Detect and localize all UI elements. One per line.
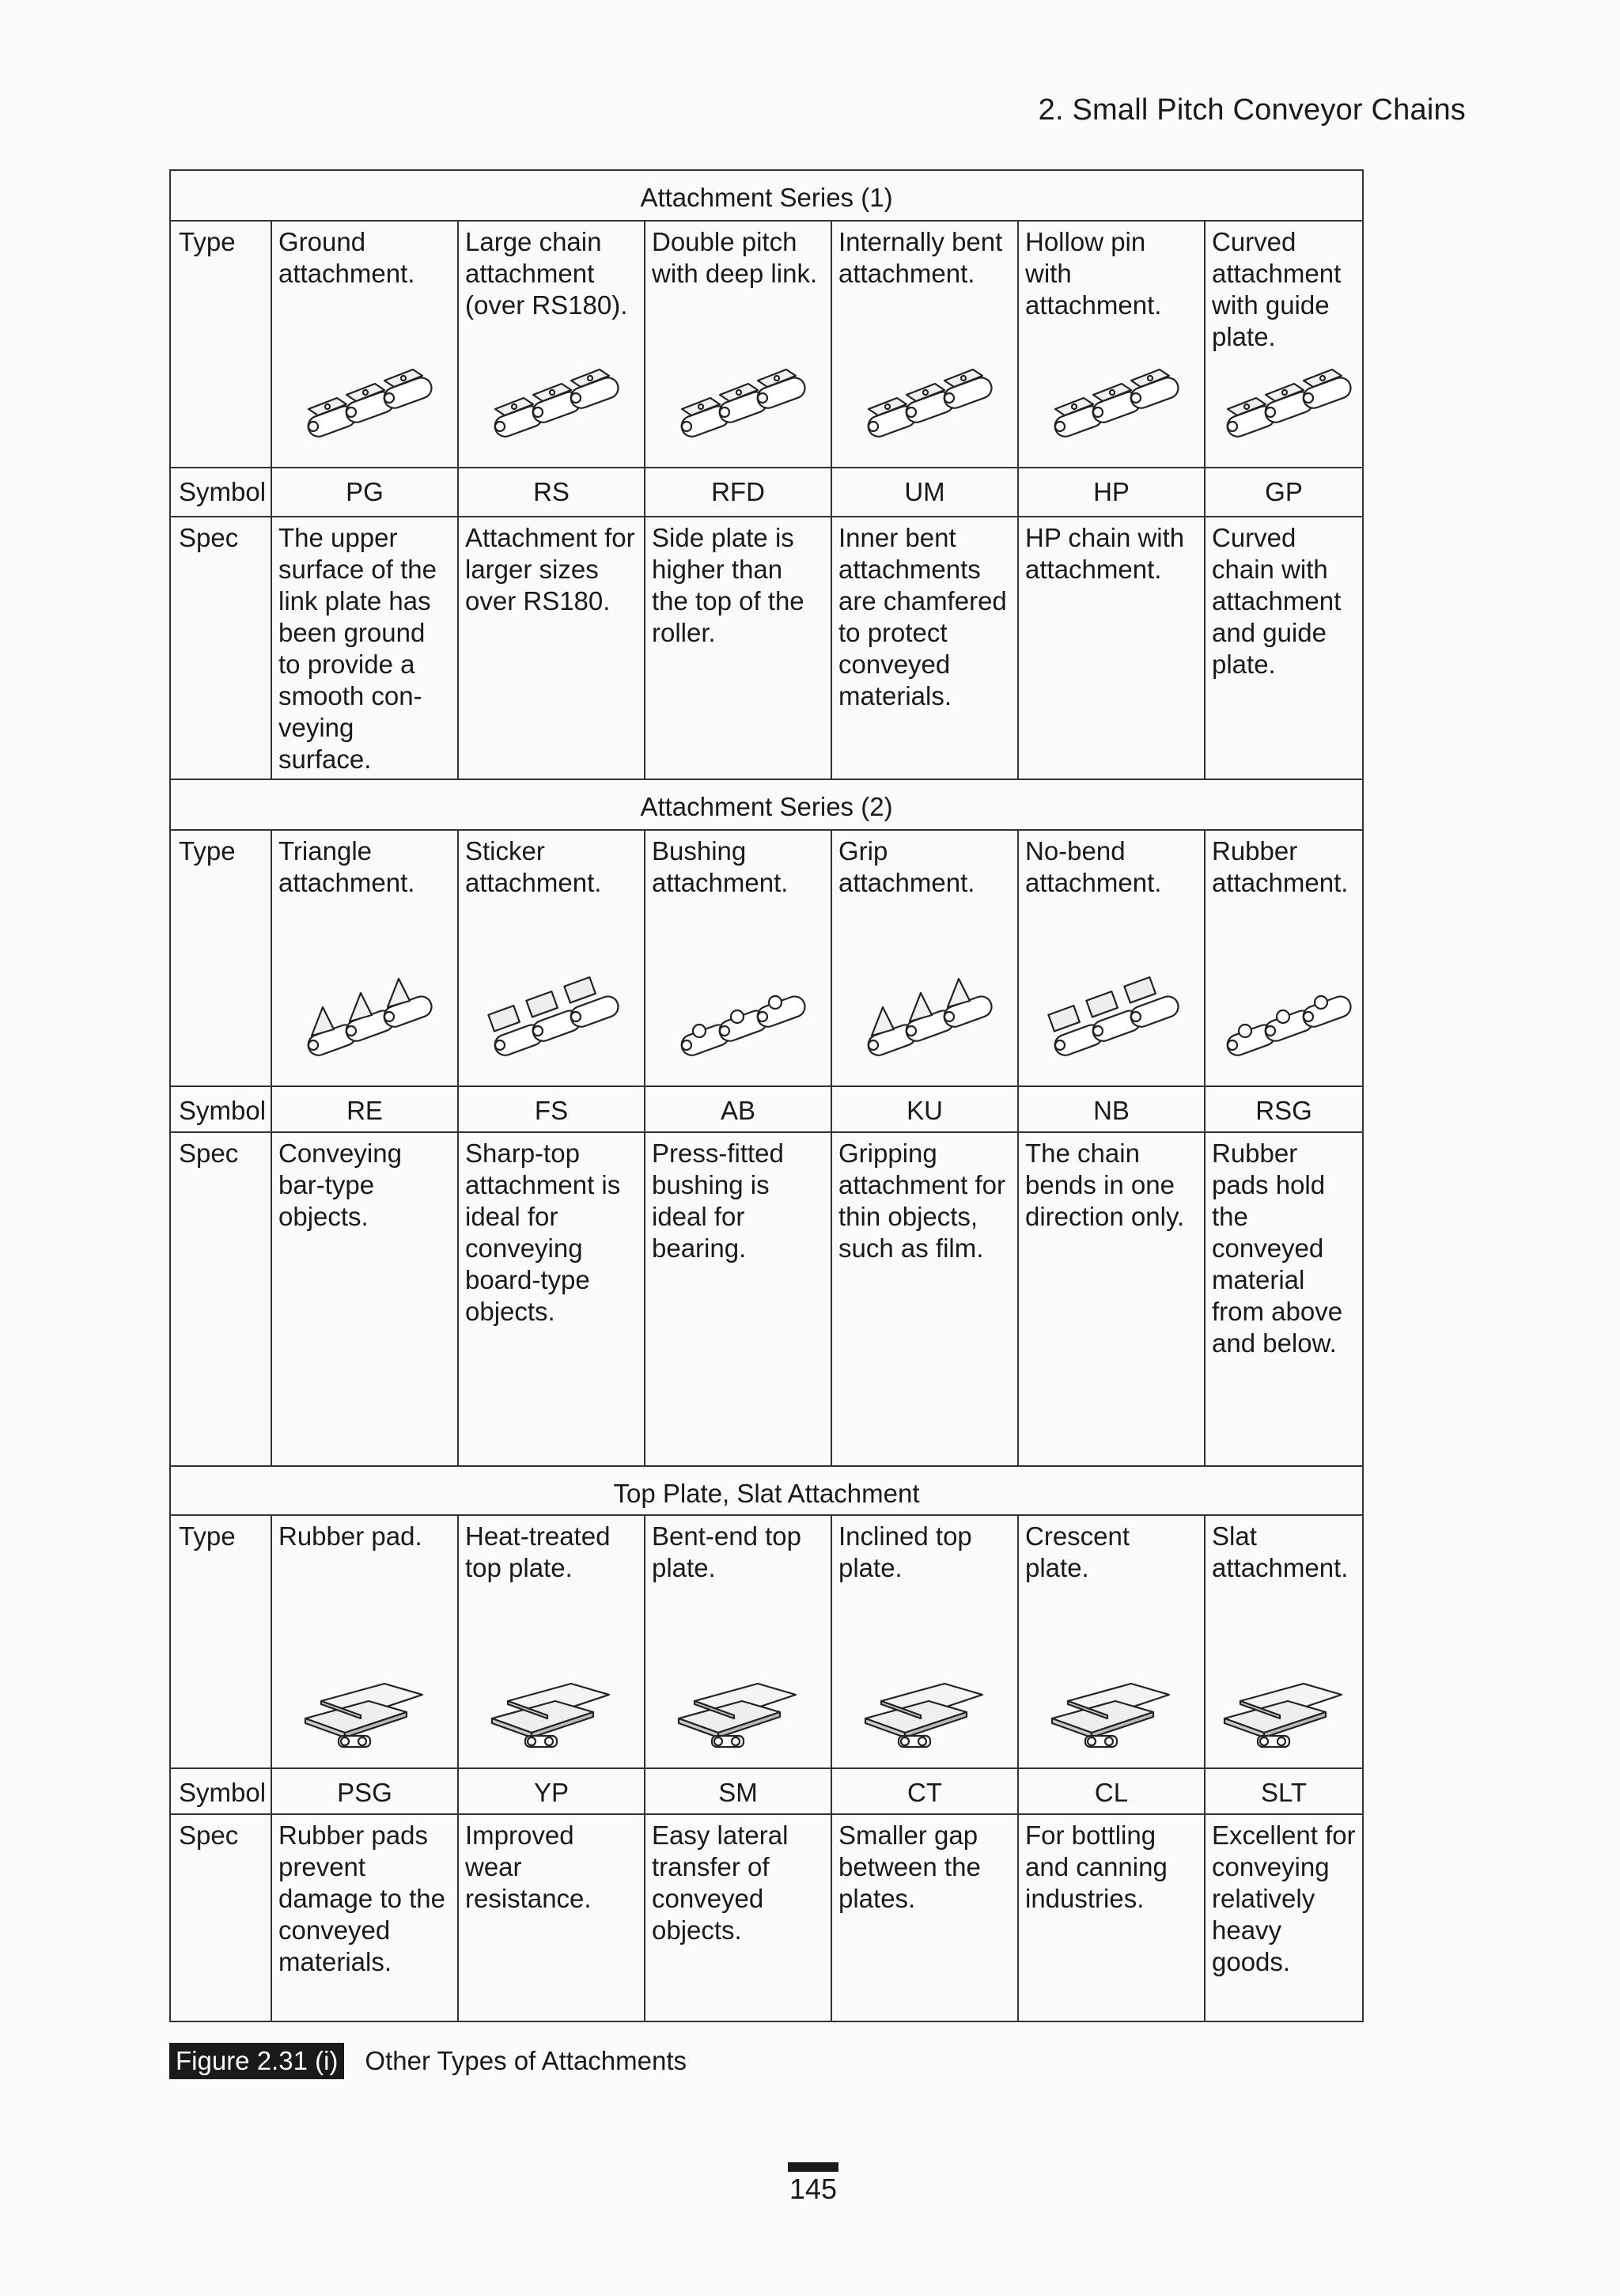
type-cell xyxy=(1018,1515,1205,1768)
chain-crescent-plate-icon xyxy=(1036,1646,1187,1756)
type-text: Grip attachment. xyxy=(838,836,975,897)
figure-caption-text: Other Types of Attachments xyxy=(365,2046,687,2075)
figure-number-badge: Figure 2.31 (i) xyxy=(169,2043,344,2079)
chain-no-bend-attachment-icon xyxy=(1036,964,1187,1074)
running-header: 2. Small Pitch Conveyor Chains xyxy=(1038,93,1466,127)
symbol-cell: PSG xyxy=(271,1768,458,1814)
type-text: Crescent plate. xyxy=(1025,1521,1130,1582)
spec-label: Spec xyxy=(170,1132,271,1466)
type-text: Triangle attachment. xyxy=(278,836,415,897)
symbol-cell: RFD xyxy=(645,468,831,517)
type-cell xyxy=(458,830,645,1086)
type-text: Heat-treated top plate. xyxy=(465,1521,611,1582)
type-cell xyxy=(1018,830,1205,1086)
type-text: Sticker attachment. xyxy=(465,836,602,897)
type-cell xyxy=(1205,830,1363,1086)
symbol-cell: SLT xyxy=(1205,1768,1363,1814)
symbol-cell: YP xyxy=(458,1768,645,1814)
symbol-cell: PG xyxy=(271,468,458,517)
type-text: Slat attachment. xyxy=(1212,1521,1349,1582)
chain-curved-guide-plate-icon xyxy=(1209,345,1359,456)
chain-triangle-attachment-icon xyxy=(290,964,440,1074)
chain-rubber-pad-icon xyxy=(290,1646,440,1756)
symbol-cell: KU xyxy=(831,1086,1018,1132)
symbol-label: Symbol xyxy=(170,1768,271,1814)
symbol-cell: CT xyxy=(831,1768,1018,1814)
symbol-cell: CL xyxy=(1018,1768,1205,1814)
spec-label: Spec xyxy=(170,1814,271,2021)
symbol-cell: RSG xyxy=(1205,1086,1363,1132)
spec-cell: Improved wear resistance. xyxy=(458,1814,645,2021)
type-text: Bushing attachment. xyxy=(652,836,789,897)
symbol-cell: SM xyxy=(645,1768,831,1814)
type-cell xyxy=(645,221,831,468)
type-cell xyxy=(1018,221,1205,468)
spec-cell: Press-fitted bushing is ideal for bearing. xyxy=(645,1132,831,1466)
type-label: Type xyxy=(170,221,271,468)
spec-label: Spec xyxy=(170,517,271,779)
figure-caption xyxy=(169,2043,687,2079)
type-text: Internally bent attachment. xyxy=(838,227,1003,288)
type-text: Rubber pad. xyxy=(278,1521,422,1551)
spec-cell: Rubber pads prevent damage to the conveyed materials. xyxy=(271,1814,458,2021)
type-text: Curved attachment with guide plate. xyxy=(1212,227,1342,351)
type-cell xyxy=(831,830,1018,1086)
spec-cell: The upper surface of the link plate has been ground to provide a smooth con-veying surface. xyxy=(271,517,458,779)
symbol-cell: AB xyxy=(645,1086,831,1132)
symbol-cell: NB xyxy=(1018,1086,1205,1132)
type-cell xyxy=(831,221,1018,468)
type-cell xyxy=(271,1515,458,1768)
section-title: Attachment Series (2) xyxy=(170,779,1363,830)
type-cell xyxy=(271,221,458,468)
spec-cell: For bottling and canning industries. xyxy=(1018,1814,1205,2021)
type-cell xyxy=(1205,1515,1363,1768)
spec-cell: The chain bends in one direction only. xyxy=(1018,1132,1205,1466)
chain-large-attachment-icon xyxy=(476,345,626,456)
section-title: Top Plate, Slat Attachment xyxy=(170,1466,1363,1515)
page-number: 145 xyxy=(789,2173,838,2205)
chain-bent-end-top-plate-icon xyxy=(663,1646,813,1756)
chain-grip-attachment-icon xyxy=(850,964,1000,1074)
spec-cell: Side plate is higher than the top of the roller. xyxy=(645,517,831,779)
spec-cell: Easy lateral transfer of conveyed objects. xyxy=(645,1814,831,2021)
chain-rubber-attachment-icon xyxy=(1209,964,1359,1074)
type-cell xyxy=(831,1515,1018,1768)
spec-cell: Sharp-top attachment is ideal for conveying board-type objects. xyxy=(458,1132,645,1466)
type-cell xyxy=(1205,221,1363,468)
chain-inclined-top-plate-icon xyxy=(850,1646,1000,1756)
symbol-cell: GP xyxy=(1205,468,1363,517)
type-label: Type xyxy=(170,1515,271,1768)
symbol-cell: UM xyxy=(831,468,1018,517)
symbol-cell: FS xyxy=(458,1086,645,1132)
chain-sticker-attachment-icon xyxy=(476,964,626,1074)
type-label: Type xyxy=(170,830,271,1086)
chain-internally-bent-icon xyxy=(850,345,1000,456)
chain-slat-attachment-icon xyxy=(1209,1646,1359,1756)
symbol-label: Symbol xyxy=(170,1086,271,1132)
spec-cell: Rubber pads hold the conveyed material from above and below. xyxy=(1205,1132,1363,1466)
type-text: Ground attachment. xyxy=(278,227,415,288)
type-cell xyxy=(458,221,645,468)
symbol-cell: RE xyxy=(271,1086,458,1132)
type-cell xyxy=(645,830,831,1086)
type-cell xyxy=(271,830,458,1086)
spec-cell: HP chain with attachment. xyxy=(1018,517,1205,779)
chain-bushing-attachment-icon xyxy=(663,964,813,1074)
symbol-cell: RS xyxy=(458,468,645,517)
chain-ground-attachment-icon xyxy=(290,345,440,456)
type-text: Bent-end top plate. xyxy=(652,1521,801,1582)
type-text: Rubber attachment. xyxy=(1212,836,1349,897)
type-text: Double pitch with deep link. xyxy=(652,227,818,288)
spec-cell: Smaller gap between the plates. xyxy=(831,1814,1018,2021)
symbol-cell: HP xyxy=(1018,468,1205,517)
attachment-table xyxy=(169,169,1364,2022)
symbol-label: Symbol xyxy=(170,468,271,517)
chain-double-pitch-deep-link-icon xyxy=(663,345,813,456)
spec-cell: Curved chain with attachment and guide plate. xyxy=(1205,517,1363,779)
type-text: Inclined top plate. xyxy=(838,1521,972,1582)
spec-cell: Excellent for conveying relatively heavy goods. xyxy=(1205,1814,1363,2021)
page-number-bar xyxy=(788,2162,838,2172)
spec-cell: Conveying bar-type objects. xyxy=(271,1132,458,1466)
type-cell xyxy=(458,1515,645,1768)
spec-cell: Attachment for larger sizes over RS180. xyxy=(458,517,645,779)
chain-heat-treated-top-plate-icon xyxy=(476,1646,626,1756)
spec-cell: Gripping attachment for thin objects, such as film. xyxy=(831,1132,1018,1466)
type-text: Large chain attachment (over RS180). xyxy=(465,227,628,320)
type-text: No-bend attachment. xyxy=(1025,836,1162,897)
spec-cell: Inner bent attachments are chamfered to protect conveyed materials. xyxy=(831,517,1018,779)
type-text: Hollow pin with attachment. xyxy=(1025,227,1162,320)
chain-hollow-pin-icon xyxy=(1036,345,1187,456)
type-cell xyxy=(645,1515,831,1768)
section-title: Attachment Series (1) xyxy=(170,170,1363,221)
